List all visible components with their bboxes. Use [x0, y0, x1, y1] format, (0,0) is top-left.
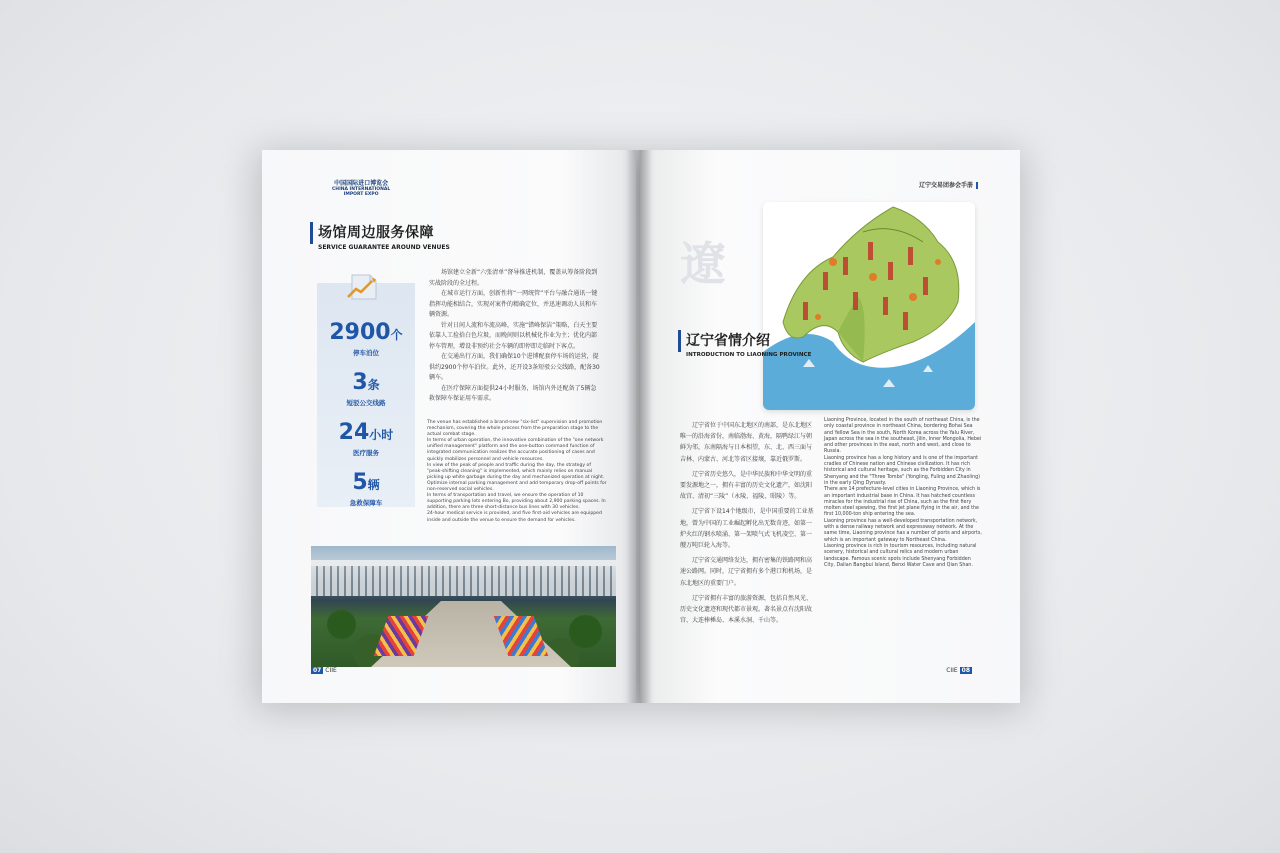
- stat-unit: 条: [367, 378, 380, 392]
- paragraph: In terms of transportation and travel, we ensure the operation of 10 supporting parking lots entering Bo, providing about 2,900 parking spaces. In addition, there are three short-distance bus lines with 30 vehicles.: [427, 493, 606, 511]
- paragraph: There are 14 prefecture-level cities in Liaoning Province, which is an important industrial base in China. It has hatched countless miracles for the industrial rise of China, such as the first fiery molten steel spewing, the first jet plane flying in the air, and the first 10,000-ton ship entering the sea.: [824, 487, 981, 518]
- page-number-left: [311, 667, 337, 674]
- stat-value: 5: [352, 470, 368, 495]
- logo-en-line1: CHINA INTERNATIONAL: [332, 187, 391, 192]
- paragraph: Liaoning province has a well-developed transportation network, with a dense railway network and expressway network. At the same time, Liaoning province has a number of ports and airports, which is an important gateway to Northeast China.: [824, 518, 982, 543]
- stat-label: 停车泊位: [353, 349, 379, 357]
- page-number: 07: [313, 667, 322, 674]
- paragraph: Liaoning Province, located in the south of northeast China, is the only coastal province in northeast China, bordering Bohai Sea and Yellow Sea in the south, North Korea across the Yalu River, Japan across the sea in the southeast, Jilin, Inner Mongolia, Hebei and other provinces in the east, north and west, and close to Russia.: [824, 418, 982, 455]
- page-number: 08: [961, 667, 970, 674]
- stat-unit: 个: [390, 328, 403, 342]
- paragraph: 针对日间人流和车流高峰，实施“错峰保洁”策略，白天主要依靠人工捡拾白色垃圾，而晚间则以机械化作业为主；优化内部停车管理，增设非预约社会车辆的即停即走临时下客点。: [429, 321, 598, 350]
- stat-value: 3: [352, 370, 368, 395]
- section-title-en: INTRODUCTION TO LIAONING PROVINCE: [686, 352, 812, 358]
- paragraph: 24-hour medical service is provided, and five first-aid vehicles are equipped inside and outside the venue to ensure the demand for vehicles.: [427, 511, 602, 523]
- paragraph: 在医疗保障方面提供24小时服务，场馆内外还配备了5辆急救保障车保证用车需求。: [429, 384, 597, 402]
- stat-unit: 小时: [369, 428, 394, 442]
- title-bar: [310, 222, 313, 244]
- paragraph: The venue has established a brand-new "six-list" supervision and promotion mechanism, covering the whole process from the preparation stage to the actual combat stage.: [427, 420, 603, 438]
- section-title: [678, 330, 811, 358]
- stat-bus-lines: [317, 371, 415, 407]
- province-text-cn: [680, 420, 814, 630]
- footer-label: CIIE: [946, 667, 958, 674]
- stat-value: 24: [338, 420, 370, 445]
- stat-parking: [317, 321, 415, 357]
- stat-unit: 辆: [367, 478, 380, 492]
- paragraph: In terms of urban operation, the innovative combination of the "one network unified management" platform and the one-button command function of integrated communication realizes the accurate positioning of cases and quickly mobilizes personnel and vehicle resources.: [427, 438, 604, 462]
- page-number-right: [946, 667, 972, 674]
- paragraph: 在交通出行方面，我们确保10个进博配套停车场的运营，提供约2900个停车泊位。此外，还开设3条短驳公交线路，配备30辆车。: [429, 353, 600, 381]
- venue-photo: [311, 546, 616, 667]
- section-title-en: SERVICE GUARANTEE AROUND VENUES: [318, 244, 450, 251]
- logo-en-line2: IMPORT EXPO: [343, 192, 379, 197]
- stat-value: 2900: [329, 320, 391, 345]
- paragraph: 辽宁省历史悠久，是中华民族和中华文明的重要发源地之一，拥有丰富的历史文化遗产，如沈阳故宫、清初“三陵”（永陵、福陵、昭陵）等。: [680, 470, 813, 501]
- section-title-cn: 场馆周边服务保障: [318, 225, 434, 241]
- paragraph: 辽宁省下设14个地级市，是中国重要的工业基地，曾为中国的工业崛起孵化出无数奇迹，如第一炉火红的钢水喷涌、第一架喷气式飞机凌空、第一艘万吨巨轮入海等。: [680, 508, 814, 550]
- stats-panel: [317, 283, 415, 507]
- stat-label: 医疗服务: [353, 449, 379, 457]
- paragraph: 在城市运行方面，创新性将“一网统管”平台与融合通讯一键指挥功能相结合，实现对案件的精确定位，并迅速调动人员和车辆资源。: [429, 290, 598, 318]
- logo-cn: 中国国际进口博览会: [334, 180, 389, 187]
- province-text-en: [824, 418, 982, 569]
- paragraph: 辽宁省交通网络发达，拥有密集的铁路网和高速公路网。同时，辽宁省拥有多个港口和机场，是东北地区的重要门户。: [680, 557, 813, 587]
- paragraph: Liaoning province is rich in tourism resources, including natural scenery, historical and cultural relics and modern urban landscape. Famous scenic spots include Shenyang Forbidden City, Dalian Bangbui Island, Benxi Water Cave and Qian Shan.: [824, 543, 977, 568]
- title-bar: [678, 330, 681, 352]
- stat-label: 短驳公交线路: [346, 399, 386, 407]
- ciie-logo: [332, 178, 390, 197]
- paragraph: Liaoning province has a long history and is one of the important cradles of Chinese nation and Chinese civilization. It has rich historical and cultural heritage, such as the Forbidden City in Shenyang and the "Three Tombs" (Yongling, Fuling and Zhaoling) in the early Qing Dynasty.: [824, 455, 981, 486]
- venue-building: [311, 566, 616, 596]
- intro-text-en: [427, 420, 607, 524]
- header-bar: [976, 182, 978, 189]
- growth-chart-icon: [346, 273, 380, 301]
- section-title: [310, 222, 450, 251]
- paragraph: 辽宁省位于中国东北地区的南部，是东北地区唯一的沿海省份，南临渤海、黄海，隔鸭绿江与朝鲜为邻，东南隔海与日本相望，东、北、西三面与吉林、内蒙古、河北等省区接壤，靠近俄罗斯。: [680, 422, 813, 463]
- watermark-character: 遼: [680, 237, 726, 291]
- intro-text-cn: [429, 268, 601, 405]
- paragraph: 场馆建立全新“六张清单”督导推进机制，覆盖从筹备阶段到实战阶段的全过程。: [429, 269, 598, 287]
- liaoning-map-illustration: [763, 202, 975, 410]
- map-graphic: [763, 202, 975, 410]
- header-text: 辽宁交易团参会手册: [918, 182, 973, 189]
- book-gutter: [626, 150, 652, 703]
- paragraph: 辽宁省拥有丰富的旅游资源，包括自然风光、历史文化遗迹和现代都市景观。著名景点有沈阳故宫、大连棒棰岛、本溪水洞、千山等。: [680, 594, 813, 625]
- left-page: [262, 150, 636, 703]
- footer-label: CIIE: [325, 667, 337, 674]
- paragraph: In view of the peak of people and traffic during the day, the strategy of "peak-shifting cleaning" is implemented, which mainly relies on manual picking up white garbage during the day and mechanized operation at night. Optimize internal parking management and add temporary drop-off points for non-reserved social vehicles.: [427, 462, 607, 493]
- stat-ambulance: [317, 471, 415, 507]
- stat-label: 急救保障车: [349, 499, 383, 507]
- right-page: [640, 150, 1020, 703]
- running-header: [919, 180, 978, 189]
- section-title-cn: 辽宁省情介绍: [686, 333, 770, 349]
- stat-medical: [317, 421, 415, 457]
